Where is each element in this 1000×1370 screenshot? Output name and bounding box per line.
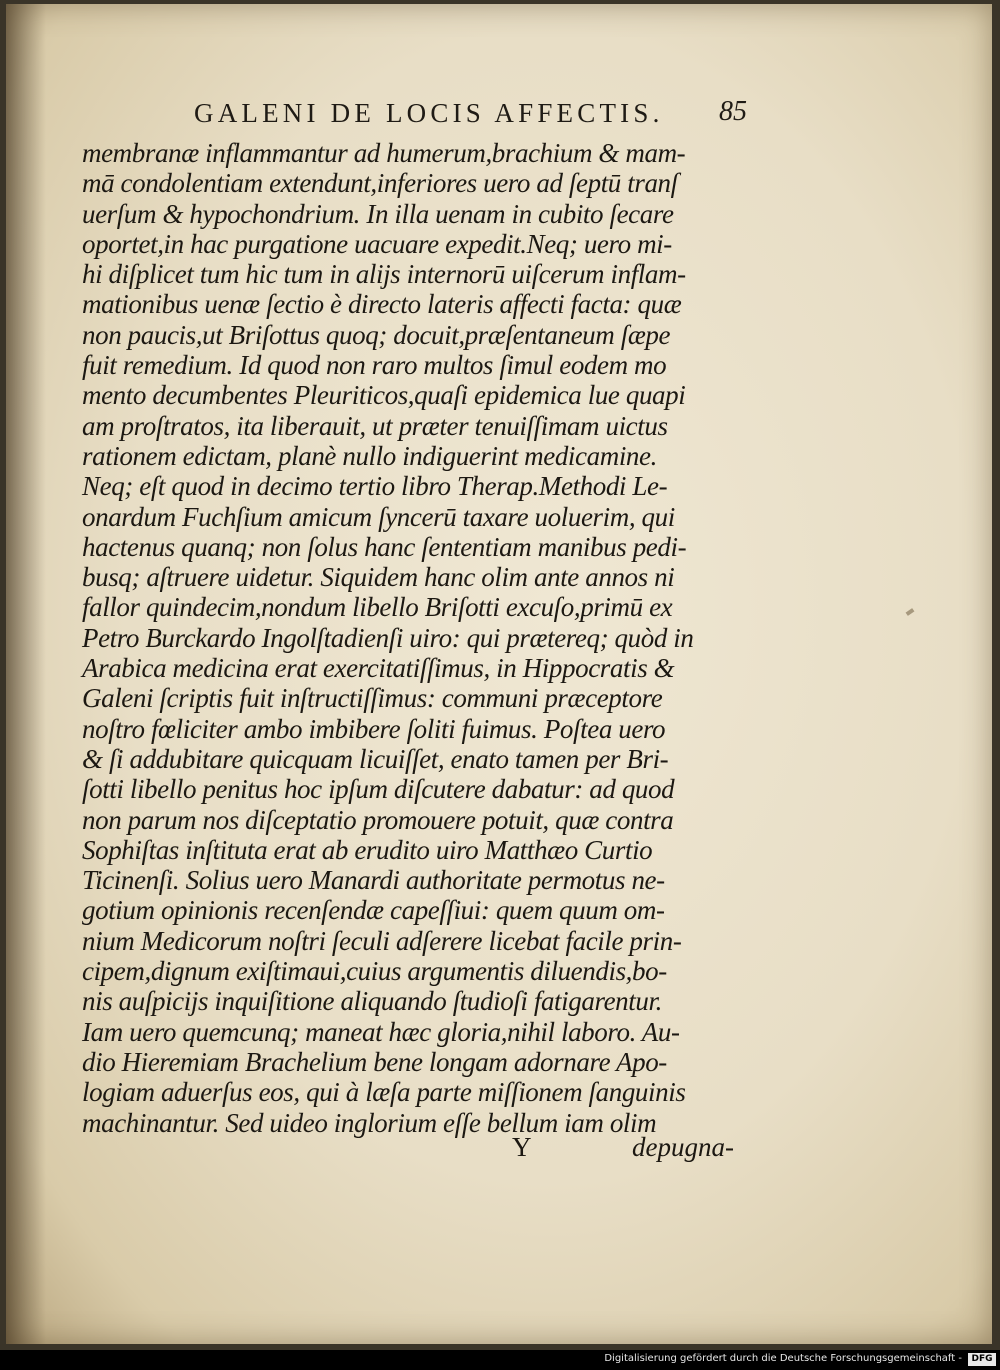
signature-mark: Y (512, 1132, 532, 1162)
text-line: am proſtratos, ita liberauit, ut præter tenuiſſimam uictus (82, 410, 668, 441)
text-line: mento decumbentes Pleuriticos,quaſi epidemica lue quapi (82, 380, 686, 411)
text-line: onardum Fuchſium amicum ſyncerū taxare uoluerim, qui (82, 501, 675, 532)
footer-bar (0, 1350, 1000, 1370)
text-line: oportet,in hac purgatione uacuare expedit.Neq; uero mi- (82, 228, 672, 259)
text-line: gotium opinionis recenſendæ capeſſiui: quem quum om- (82, 895, 665, 926)
text-line: mationibus uenæ ſectio è directo lateris affecti facta: quæ (82, 289, 682, 320)
text-line: Arabica medicina erat exercitatiſſimus, in Hippocratis & (82, 653, 675, 684)
text-line: Neq; eſt quod in decimo tertio libro Therap.Methodi Le- (82, 471, 668, 502)
body-text (82, 138, 752, 1138)
page-gutter-shadow (6, 4, 46, 1344)
catch-row (82, 1132, 762, 1164)
text-line: cipem,dignum exiſtimaui,cuius argumentis diluendis,bo- (82, 956, 667, 987)
dfg-logo: DFG (968, 1353, 996, 1366)
catchword: depugna- (632, 1132, 734, 1162)
text-line: Galeni ſcriptis fuit inſtructiſſimus: communi præceptore (82, 683, 663, 714)
text-line: logiam aduerſus eos, qui à læſa parte miſſionem ſanguinis (82, 1077, 686, 1108)
text-line: Sophiſtas inſtituta erat ab erudito uiro Matthæo Curtio (82, 834, 653, 865)
page-number: 85 (719, 96, 747, 127)
text-line: Iam uero quemcunq; maneat hæc gloria,nihil laboro. Au- (82, 1016, 680, 1047)
text-line: non parum nos diſceptatio promouere potuit, quæ contra (82, 804, 674, 835)
text-line: membranæ inflammantur ad humerum,brachium & mam- (82, 138, 686, 168)
text-line: Ticinenſi. Solius uero Manardi authoritate permotus ne- (82, 865, 665, 896)
running-head: GALENI DE LOCIS AFFECTIS. (194, 98, 664, 128)
text-line: dio Hieremiam Brachelium bene longam adornare Apo- (82, 1046, 667, 1077)
text-line: ſotti libello penitus hoc ipſum diſcutere dabatur: ad quod (82, 774, 675, 805)
text-line: machinantur. Sed uideo inglorium eſſe bellum iam olim (82, 1107, 657, 1138)
text-line: nis auſpicijs inquiſitione aliquando ſtudioſi fatigarentur. (82, 986, 662, 1017)
funding-credit: Digitalisierung gefördert durch die Deutsche Forschungsgemeinschaft - (604, 1353, 962, 1364)
text-line: & ſi addubitare quicquam licuiſſet, enato tamen per Bri- (82, 743, 669, 774)
text-line: nium Medicorum noſtri ſeculi adſerere licebat facile prin- (82, 925, 682, 956)
text-line: hi diſplicet tum hic tum in alijs internorū uiſcerum inflam- (82, 259, 686, 290)
text-line: Petro Burckardo Ingolſtadienſi uiro: qui prætereq; quòd in (82, 622, 694, 653)
text-line: fallor quindecim,nondum libello Briſotti excuſo,primū ex (82, 592, 673, 623)
text-line: fuit remedium. Id quod non raro multos ſimul eodem mo (82, 350, 667, 381)
text-line: uerſum & hypochondrium. In illa uenam in cubito ſecare (82, 198, 674, 229)
text-line: rationem edictam, planè nullo indiguerint medicamine. (82, 440, 657, 471)
text-line: busq; aſtruere uidetur. Siquidem hanc olim ante annos ni (82, 562, 675, 593)
paper-mark (906, 608, 915, 616)
text-line: noſtro fœliciter ambo imbibere ſoliti fuimus. Poſtea uero (82, 713, 666, 744)
text-line: mā condolentiam extendunt,inferiores uero ad ſeptū tranſ (82, 168, 678, 199)
text-line: non paucis,ut Briſottus quoq; docuit,præſentaneum ſæpe (82, 319, 671, 350)
text-line: hactenus quanq; non ſolus hanc ſententiam manibus pedi- (82, 531, 687, 562)
